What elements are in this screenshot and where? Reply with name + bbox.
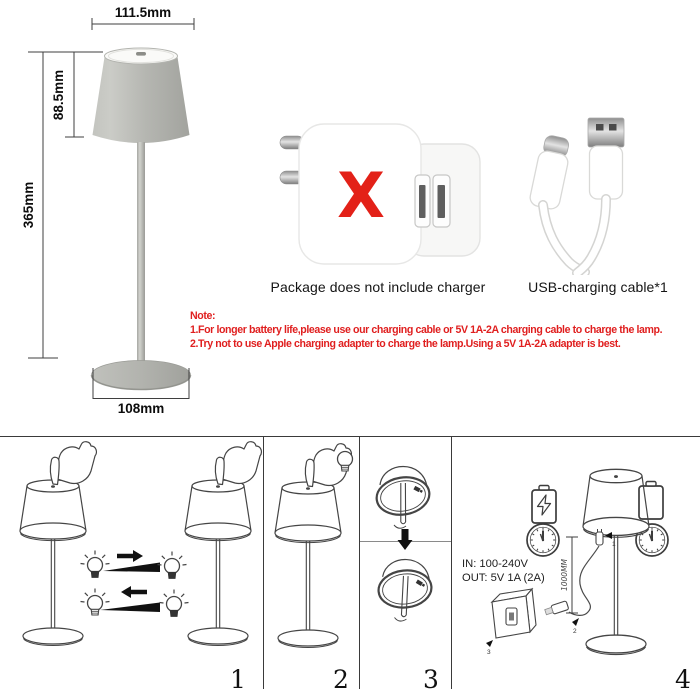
battery-charging-icon: [532, 486, 556, 524]
dim-total-height: 365mm: [21, 181, 36, 229]
panel-3-underside: [374, 467, 439, 695]
dim-base-width: 108mm: [117, 401, 165, 416]
step-marker-2: 2: [573, 628, 577, 635]
lamp-touch-button: [136, 52, 146, 56]
usb-port-1: [415, 175, 430, 227]
cable-length-label: 1000MM: [560, 558, 569, 592]
charging-cable-line: [569, 546, 599, 615]
output-voltage-label: OUT: 5V 1A (2A): [462, 572, 545, 584]
step-marker-3: 3: [487, 649, 491, 656]
usb-port-2: [433, 175, 450, 227]
down-arrow-icon: [398, 529, 413, 550]
step-3-number: 3: [423, 665, 439, 694]
red-x-mark: X: [337, 159, 385, 232]
shade-under-bottom: [374, 558, 435, 623]
shade-under-top: [374, 467, 432, 529]
step-2-number: 2: [333, 665, 349, 694]
step-marker-1: 1: [612, 541, 616, 548]
panel-dividers: [264, 437, 452, 689]
adapter-outline: [492, 589, 536, 638]
usb-a-connector: [588, 118, 624, 199]
charger-figure: [266, 98, 484, 276]
step-1-number: 1: [230, 665, 246, 694]
note-line-2: 2.Try not to use Apple charging adapter to charge the lamp.Using a 5V 1A-2A adapter is best.: [190, 337, 621, 350]
panel-1-dimming: [20, 442, 261, 694]
dim-top-width: 111.5mm: [114, 5, 172, 20]
note-block: [190, 310, 662, 351]
usb-cable-figure: [500, 95, 700, 275]
wall-charger: [280, 124, 480, 264]
lamp-pole: [137, 142, 145, 375]
battery-full-icon: [639, 482, 663, 520]
lamp-top-surface: [105, 48, 178, 64]
lamp-with-hand: [275, 444, 351, 648]
usb-plug-small: [544, 601, 569, 617]
panel-2-power: [275, 444, 353, 694]
note-title: Note:: [190, 310, 216, 322]
note-line-1: 1.For longer battery life,please use our charging cable or 5V 1A-2A charging cable to charge the lamp.: [190, 323, 663, 336]
lamp-dimension-figure: [0, 0, 240, 425]
dim-shade-height: 88.5mm: [51, 69, 66, 121]
charger-caption: Package does not include charger: [270, 279, 486, 295]
brightness-increase-row: [81, 550, 187, 579]
cable-caption: USB-charging cable*1: [528, 279, 668, 295]
lamp-shade: [93, 57, 190, 143]
instruction-panels: [0, 436, 700, 700]
step-4-number: 4: [675, 665, 691, 694]
lamp-with-hand-right: [185, 442, 261, 646]
panel-4-charging: [462, 469, 691, 694]
input-voltage-label: IN: 100-240V: [462, 558, 528, 570]
brightness-decrease-row: [81, 586, 189, 617]
lamp-with-hand-left: [20, 442, 96, 646]
lamp-product-image: [92, 48, 191, 390]
clock-icon-left: [527, 524, 559, 556]
usb-c-connector: [529, 134, 573, 211]
